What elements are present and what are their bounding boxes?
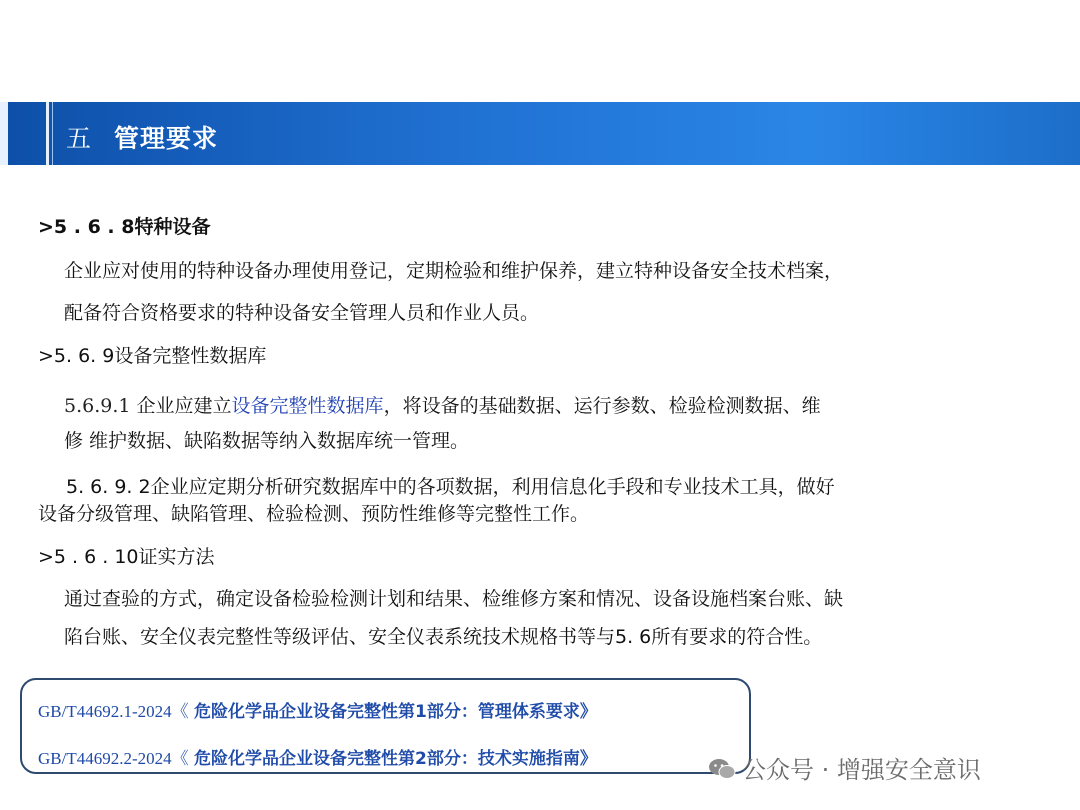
banner-divider xyxy=(46,102,49,165)
paragraph-5-6-9-2-line2: 设备分级管理、缺陷管理、检验检测、预防性维修等完整性工作。 xyxy=(38,503,590,525)
clause-text-pre: 企业应建立 xyxy=(136,395,232,417)
clause-code: 5.6.9.1 xyxy=(64,395,131,417)
paragraph-5-6-10-line1: 通过查验的方式，确定设备检验检测计划和结果、检维修方案和情况、设备设施档案台账、缺 xyxy=(64,588,844,610)
reference-code: GB/T44692.1-2024《 xyxy=(38,702,189,721)
paragraph-5-6-8-line1: 企业应对使用的特种设备办理使用登记，定期检验和维护保养，建立特种设备安全技术档案， xyxy=(64,260,844,282)
paragraph-5-6-10-line2: 陷台账、安全仪表完整性等级评估、安全仪表系统技术规格书等与5. 6所有要求的符合性。 xyxy=(64,626,823,648)
reference-name: 危险化学品企业设备完整性第2部分：技术实施指南》 xyxy=(194,749,597,769)
paragraph-5-6-9-1-line2: 修 维护数据、缺陷数据等纳入数据库统一管理。 xyxy=(64,430,470,452)
paragraph-5-6-9-1-line1 xyxy=(64,391,821,418)
heading-5-6-10: >5 . 6 . 10证实方法 xyxy=(38,546,215,568)
highlight-database: 设备完整性数据库 xyxy=(231,395,384,417)
section-title xyxy=(66,119,218,155)
reference-item-2 xyxy=(38,744,597,769)
watermark xyxy=(708,750,981,785)
reference-code: GB/T44692.2-2024《 xyxy=(38,749,189,768)
reference-item-1 xyxy=(38,697,597,722)
heading-5-6-8: >5 . 6 . 8特种设备 xyxy=(38,216,211,238)
section-title-text: 管理要求 xyxy=(114,124,219,153)
wechat-icon xyxy=(708,758,736,780)
section-number: 五 xyxy=(66,124,93,153)
banner-left-stripe xyxy=(0,102,8,165)
banner-divider-thin xyxy=(52,102,53,165)
reference-name: 危险化学品企业设备完整性第1部分：管理体系要求》 xyxy=(194,702,597,722)
paragraph-5-6-8-line2: 配备符合资格要求的特种设备安全管理人员和作业人员。 xyxy=(64,302,540,324)
section-banner xyxy=(0,102,1080,165)
paragraph-5-6-9-2-line1: 5. 6. 9. 2企业应定期分析研究数据库中的各项数据，利用信息化手段和专业技术工具，做好 xyxy=(66,476,835,498)
clause-text-post: ，将设备的基础数据、运行参数、检验检测数据、维 xyxy=(383,395,821,417)
heading-5-6-9: >5. 6. 9设备完整性数据库 xyxy=(38,345,267,367)
watermark-text: 公众号 · 增强安全意识 xyxy=(742,756,981,784)
